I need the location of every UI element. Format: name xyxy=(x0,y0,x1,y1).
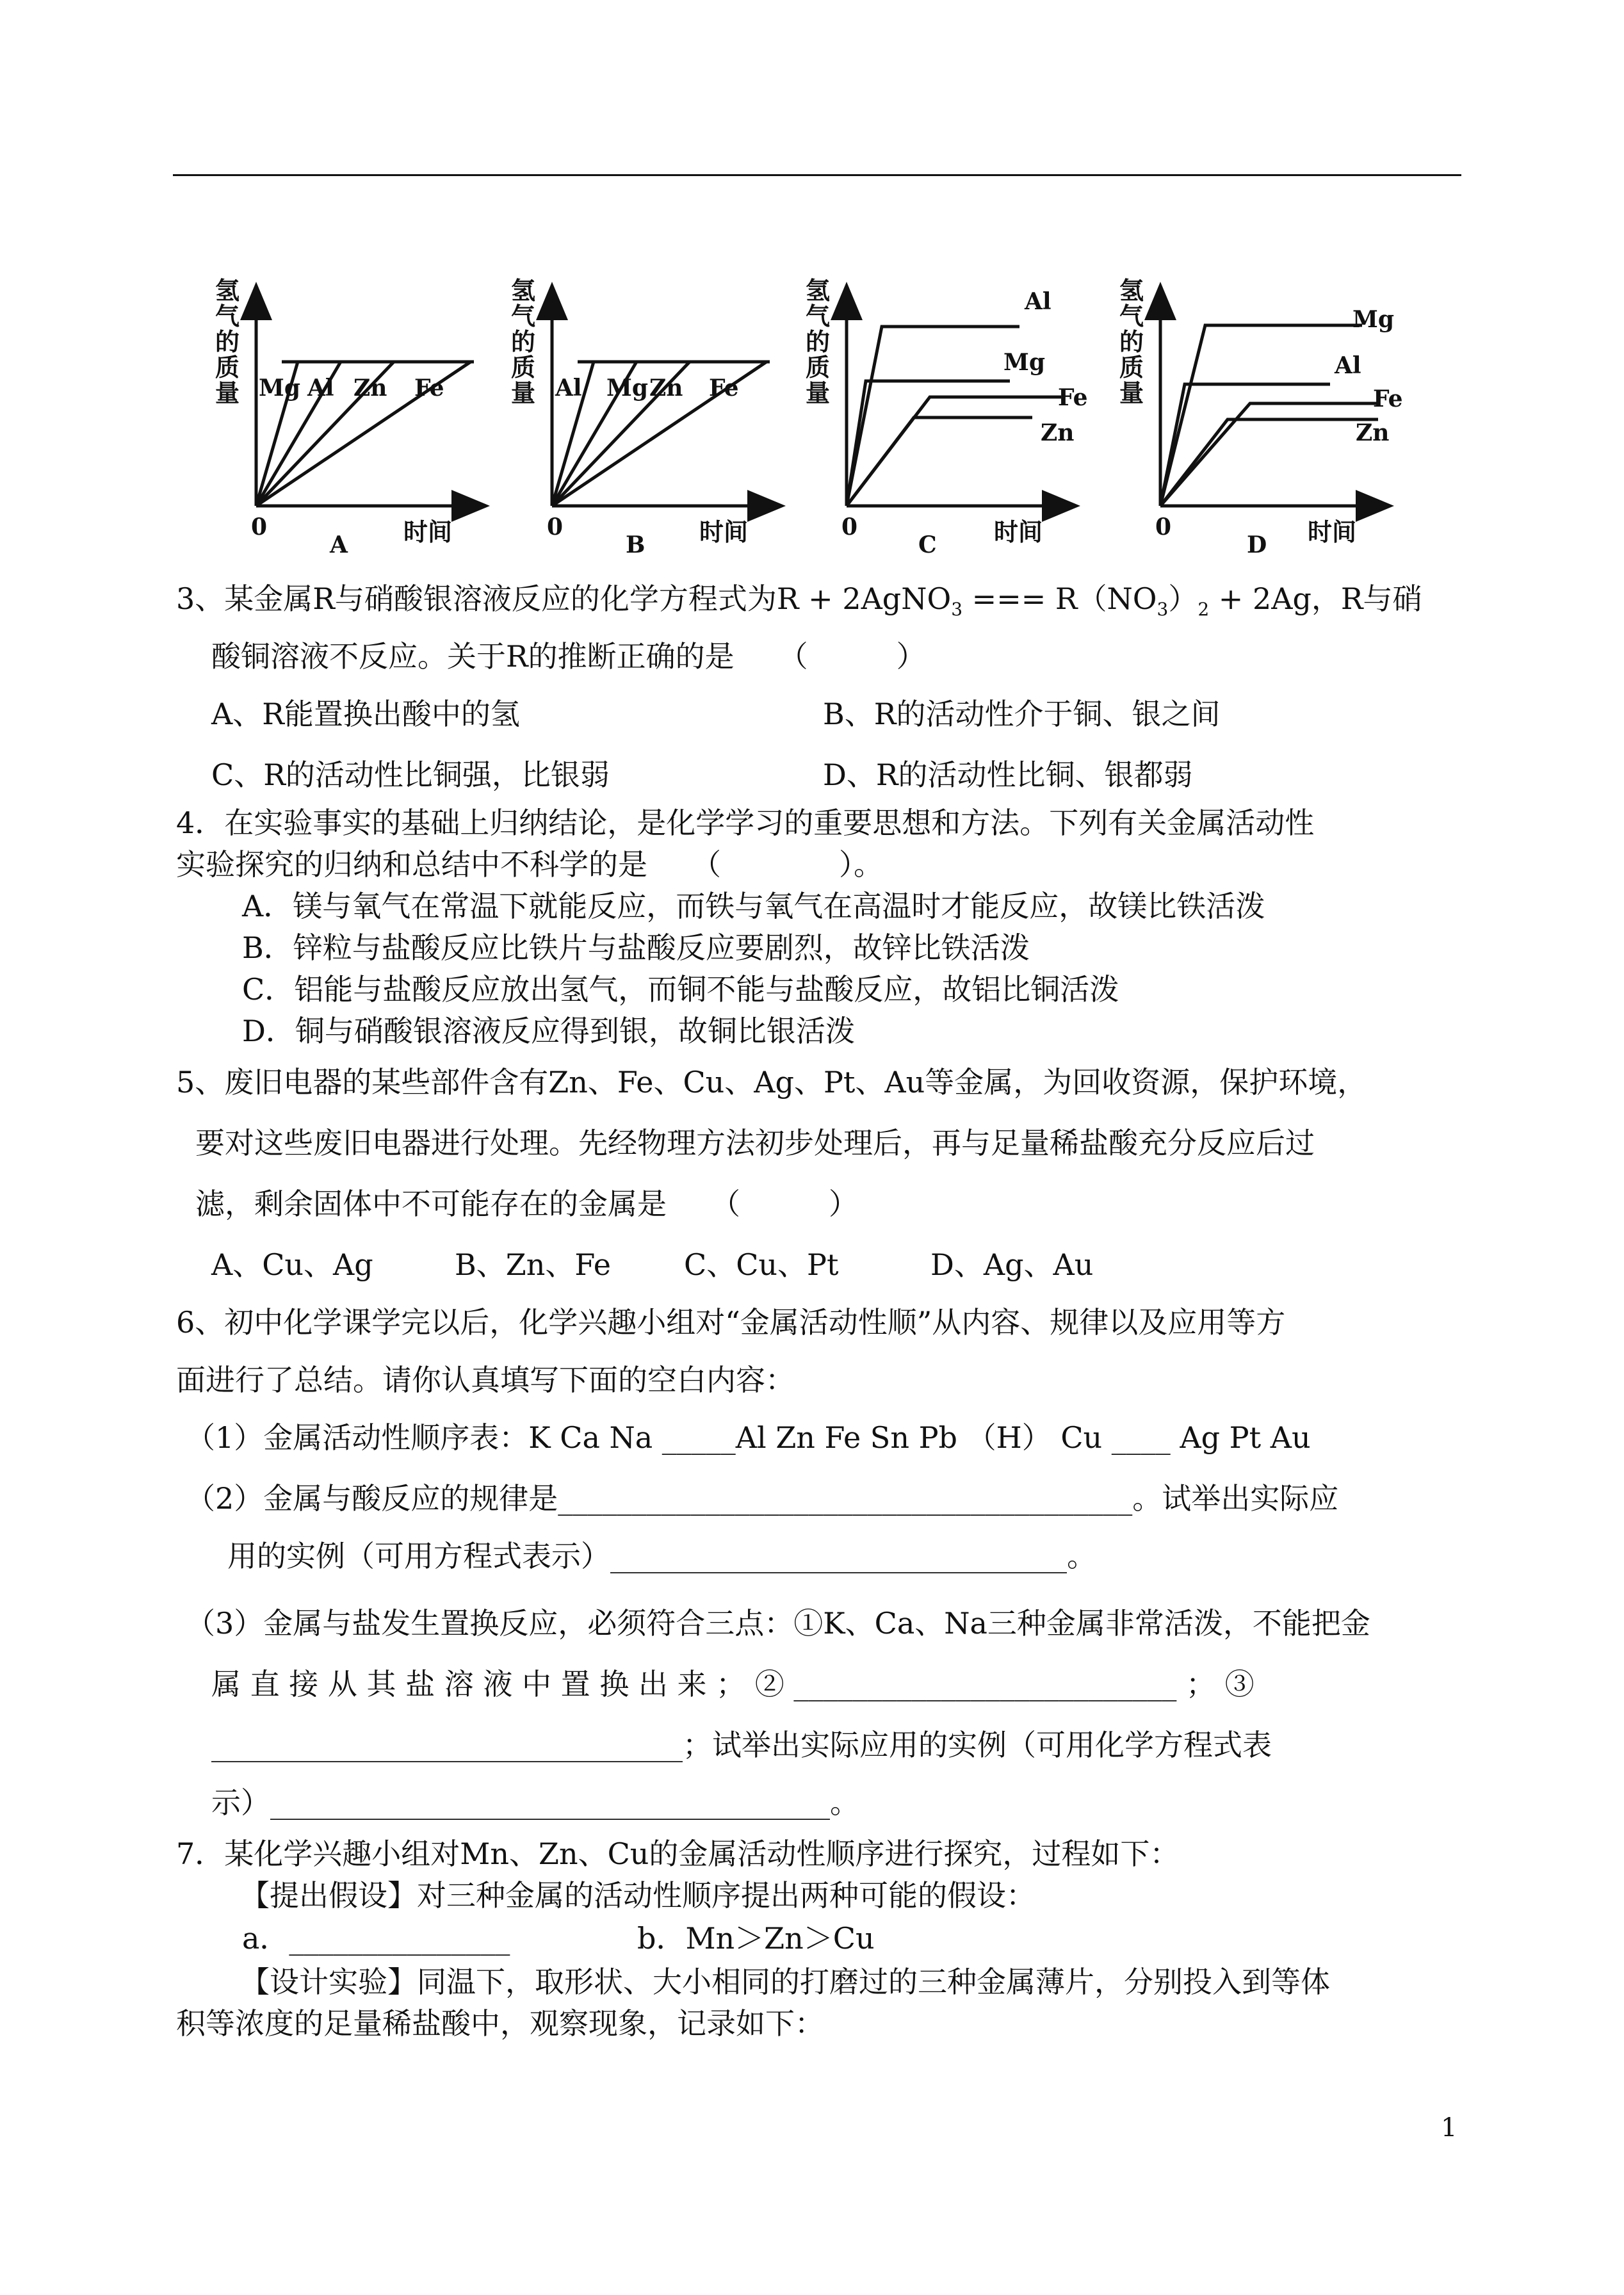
label-fe: Fe xyxy=(709,375,739,401)
x-axis-label: 时间 xyxy=(994,518,1043,546)
q7-hypothesis-a: a．_______________ xyxy=(242,1921,510,1956)
q7-design-line2: 积等浓度的足量稀盐酸中，观察现象，记录如下： xyxy=(176,2006,824,2041)
x-axis-label: 时间 xyxy=(1308,518,1357,546)
q7-hypothesis-intro: 【提出假设】对三种金属的活动性顺序提出两种可能的假设： xyxy=(240,1878,1035,1913)
q3-subscript-3: 2 xyxy=(1198,599,1210,620)
q4-option-a: A．镁与氧气在常温下就能反应，而铁与氧气在高温时才能反应，故镁比铁活泼 xyxy=(242,889,1265,923)
q6-part1: （1）金属活动性顺序表：K Ca Na _____Al Zn Fe Sn Pb （H） Cu ____ Ag Pt Au xyxy=(186,1420,1311,1455)
q5-option-d: D、Ag、Au xyxy=(930,1247,1094,1282)
q7-design-line1: 【设计实验】同温下，取形状、大小相同的打磨过的三种金属薄片，分别投入到等体 xyxy=(240,1965,1330,1999)
q5-option-a: A、Cu、Ag xyxy=(211,1247,373,1282)
q3-line1 xyxy=(176,580,1422,629)
graph-b xyxy=(488,269,783,564)
label-al: Al xyxy=(307,375,334,401)
q3-option-b: B、R的活动性介于铜、银之间 xyxy=(823,697,1221,731)
q3-line1-text-c: ） xyxy=(1168,581,1198,616)
q3-line2: 酸铜溶液不反应。关于R的推断正确的是 （ ） xyxy=(211,639,926,674)
y-axis-label: 氢气的质量 xyxy=(510,277,535,407)
series-zn xyxy=(847,418,1032,506)
label-zn: Zn xyxy=(353,375,387,401)
q3-subscript-2: 3 xyxy=(1157,599,1169,620)
graph-letter: B xyxy=(626,531,646,558)
q4-option-c: C．铝能与盐酸反应放出氢气，而铜不能与盐酸反应，故铝比铜活泼 xyxy=(242,972,1119,1007)
graph-letter: D xyxy=(1247,531,1267,558)
q3-subscript-1: 3 xyxy=(951,599,963,620)
series-fe xyxy=(1160,419,1378,506)
y-axis-label: 氢气的质量 xyxy=(1119,277,1144,407)
q3-line1-text-b: === R（NO xyxy=(962,581,1157,616)
q6-part2-line2: 用的实例（可用方程式表示）_______________________________。 xyxy=(227,1539,1096,1573)
label-mg: Mg xyxy=(606,375,649,401)
y-axis-label: 氢气的质量 xyxy=(805,277,830,407)
label-zn: Zn xyxy=(1041,419,1075,446)
label-zn: Zn xyxy=(649,375,683,401)
graph-letter: A xyxy=(330,531,348,558)
q3-line1-text-a: 3、某金属R与硝酸银溶液反应的化学方程式为R + 2AgNO xyxy=(176,581,952,616)
origin-label: 0 xyxy=(1155,514,1172,540)
origin-label: 0 xyxy=(251,514,268,540)
y-axis-label: 氢气的质量 xyxy=(215,277,240,407)
q6-part3-line1: （3）金属与盐发生置换反应，必须符合三点：①K、Ca、Na三种金属非常活泼，不能把金 xyxy=(186,1606,1370,1641)
x-axis-label: 时间 xyxy=(403,518,453,546)
series-mg xyxy=(1160,325,1362,506)
q5-line1: 5、废旧电器的某些部件含有Zn、Fe、Cu、Ag、Pt、Au等金属，为回收资源，保护环境， xyxy=(176,1065,1367,1099)
graph-a xyxy=(192,269,487,564)
label-zn: Zn xyxy=(1356,419,1390,446)
label-mg: Mg xyxy=(259,375,301,401)
q5-option-b: B、Zn、Fe xyxy=(455,1247,612,1282)
q3-option-d: D、R的活动性比铜、银都弱 xyxy=(823,758,1193,792)
graph-d xyxy=(1096,269,1403,564)
q3-option-a: A、R能置换出酸中的氢 xyxy=(211,697,520,731)
q3-line1-text-d: + 2Ag，R与硝 xyxy=(1209,581,1422,616)
label-al: Al xyxy=(1335,352,1361,379)
q7-line1: 7．某化学兴趣小组对Mn、Zn、Cu的金属活动性顺序进行探究，过程如下： xyxy=(176,1837,1180,1871)
q4-option-b: B．锌粒与盐酸反应比铁片与盐酸反应要剧烈，故锌比铁活泼 xyxy=(242,930,1030,965)
q5-line2: 要对这些废旧电器进行处理。先经物理方法初步处理后，再与足量稀盐酸充分反应后过 xyxy=(195,1126,1315,1160)
q7-hypothesis-b: b．Mn＞Zn＞Cu xyxy=(637,1921,875,1956)
q6-line1: 6、初中化学课学完以后，化学兴趣小组对“金属活动性顺”从内容、规律以及应用等方 xyxy=(176,1305,1286,1340)
q6-part2-line1: （2）金属与酸反应的规律是_______________________________________。试举出实际应 xyxy=(186,1481,1339,1516)
graph-letter: C xyxy=(918,531,937,558)
label-fe: Fe xyxy=(414,375,444,401)
q6-part3-line3: ________________________________；试举出实际应用的实例（可用化学方程式表 xyxy=(211,1728,1272,1762)
series-fe xyxy=(847,397,1061,506)
origin-label: 0 xyxy=(841,514,858,540)
q6-line2: 面进行了总结。请你认真填写下面的空白内容： xyxy=(176,1363,795,1397)
label-mg: Mg xyxy=(1352,306,1395,333)
q4-line1: 4．在实验事实的基础上归纳结论，是化学学习的重要思想和方法。下列有关金属活动性 xyxy=(176,806,1315,840)
origin-label: 0 xyxy=(547,514,564,540)
q4-line2: 实验探究的归纳和总结中不科学的是 （ ）。 xyxy=(176,847,883,882)
header-rule xyxy=(173,174,1461,176)
graph-c xyxy=(783,269,1088,564)
label-fe: Fe xyxy=(1058,384,1088,411)
label-al: Al xyxy=(555,375,582,401)
q4-option-d: D．铜与硝酸银溶液反应得到银，故铜比银活泼 xyxy=(242,1014,855,1048)
q5-option-c: C、Cu、Pt xyxy=(684,1247,839,1282)
page-number: 1 xyxy=(1441,2113,1458,2143)
q6-part3-line2: 属 直 接 从 其 盐 溶 液 中 置 换 出 来 ； ② __________________________ ； ③ xyxy=(211,1667,1255,1701)
label-al: Al xyxy=(1025,288,1052,315)
x-axis-label: 时间 xyxy=(699,518,749,546)
q6-part3-line4: 示）______________________________________。 xyxy=(211,1785,859,1820)
q3-option-c: C、R的活动性比铜强，比银弱 xyxy=(211,758,610,792)
q5-line3: 滤，剩余固体中不可能存在的金属是 （ ） xyxy=(195,1187,858,1221)
label-mg: Mg xyxy=(1003,349,1046,376)
label-fe: Fe xyxy=(1373,385,1403,412)
